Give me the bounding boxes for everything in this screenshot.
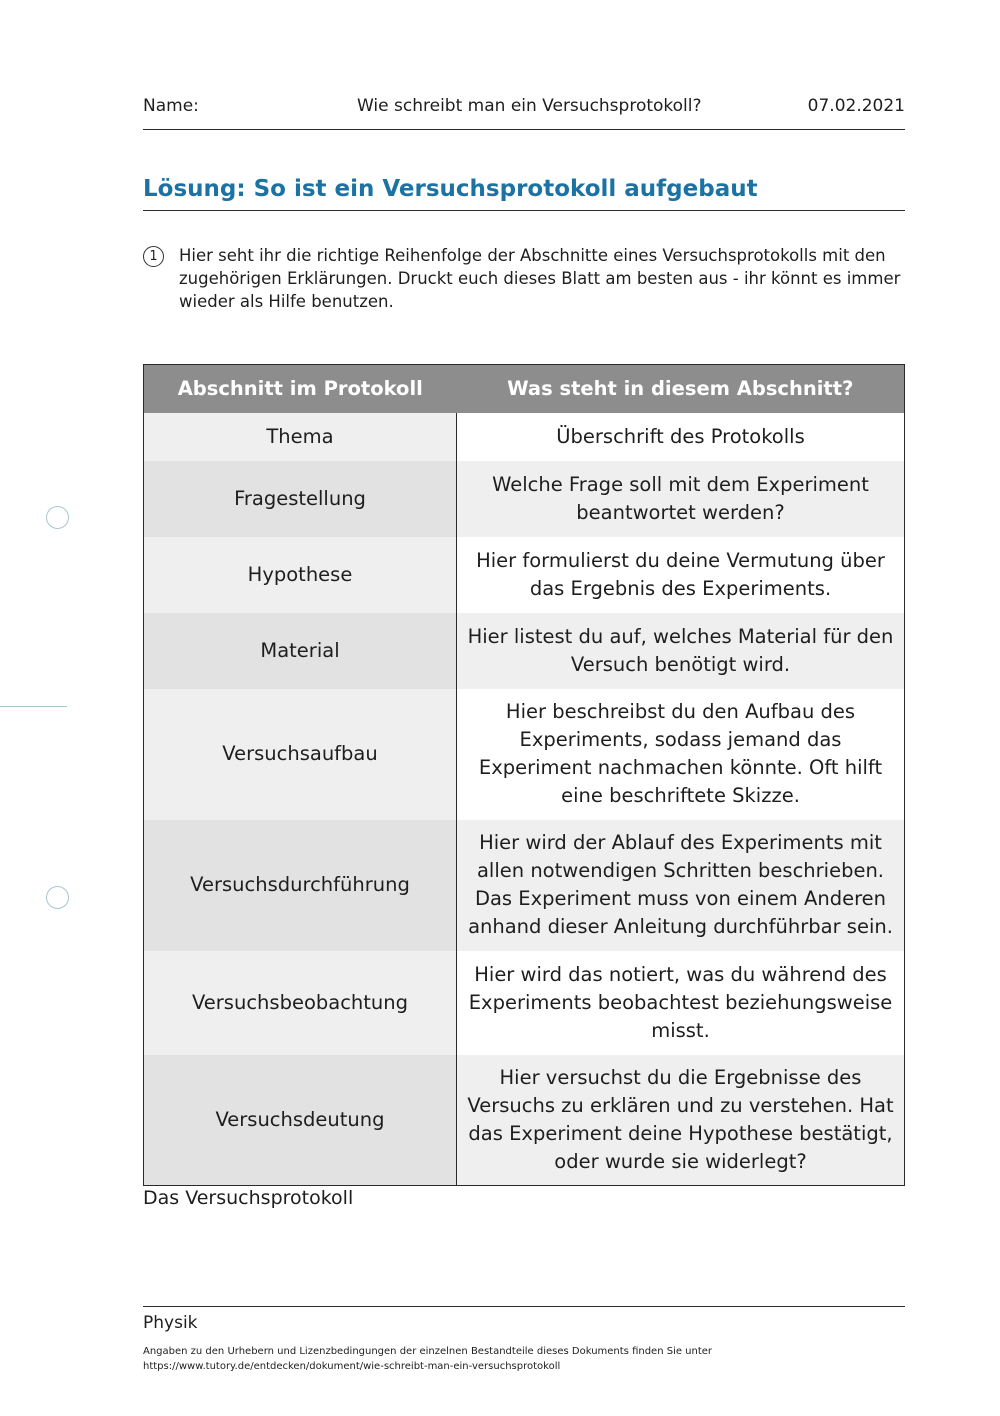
punch-hole-mark [46, 886, 69, 909]
protocol-table [143, 364, 905, 1186]
section-cell: Hypothese [144, 537, 457, 613]
table-row [144, 613, 905, 689]
table-header-row [144, 365, 905, 413]
section-cell: Versuchsdeutung [144, 1055, 457, 1186]
table-row [144, 461, 905, 537]
footer-divider [143, 1306, 905, 1307]
fold-mark [0, 706, 67, 707]
section-cell: Versuchsaufbau [144, 689, 457, 820]
description-cell: Überschrift des Protokolls [457, 413, 905, 461]
table-row [144, 820, 905, 951]
description-cell: Hier wird das notiert, was du während des Experiments beobachtest beziehungsweise misst. [457, 951, 905, 1055]
description-cell: Hier listest du auf, welches Material für den Versuch benötigt wird. [457, 613, 905, 689]
footer-subject: Physik [143, 1313, 198, 1333]
column-header-section: Abschnitt im Protokoll [144, 365, 457, 413]
name-label: Name: [143, 96, 199, 116]
task-text: Hier seht ihr die richtige Reihenfolge der Abschnitte eines Versuchsprotokolls mit den zugehörigen Erklärungen. Druckt euch dieses Blatt am besten aus - ihr könnt es immer wieder als Hilfe benutzen. [179, 246, 901, 311]
description-cell: Hier versuchst du die Ergebnisse des Versuchs zu erklären und zu verstehen. Hat das Experiment deine Hypothese bestätigt, oder wurde sie widerlegt? [457, 1055, 905, 1186]
page-header [143, 94, 905, 130]
table-row [144, 951, 905, 1055]
task-number-badge: 1 [143, 246, 164, 267]
table-row [144, 1055, 905, 1186]
section-title: Lösung: So ist ein Versuchsprotokoll aufgebaut [143, 176, 905, 211]
worksheet-title: Wie schreibt man ein Versuchsprotokoll? [357, 96, 702, 116]
table-caption: Das Versuchsprotokoll [143, 1187, 354, 1209]
description-cell: Welche Frage soll mit dem Experiment beantwortet werden? [457, 461, 905, 537]
worksheet-date: 07.02.2021 [807, 96, 905, 116]
description-cell: Hier beschreibst du den Aufbau des Experiments, sodass jemand das Experiment nachmachen könnte. Oft hilft eine beschriftete Skizze. [457, 689, 905, 820]
section-cell: Thema [144, 413, 457, 461]
task-block [143, 244, 905, 313]
column-header-description: Was steht in diesem Abschnitt? [457, 365, 905, 413]
description-cell: Hier wird der Ablauf des Experiments mit allen notwendigen Schritten beschrieben. Das Experiment muss von einem Anderen anhand dieser Anleitung durchführbar sein. [457, 820, 905, 951]
section-cell: Versuchsdurchführung [144, 820, 457, 951]
section-cell: Fragestellung [144, 461, 457, 537]
section-cell: Versuchsbeobachtung [144, 951, 457, 1055]
section-cell: Material [144, 613, 457, 689]
table-row [144, 413, 905, 461]
license-text: Angaben zu den Urhebern und Lizenzbedingungen der einzelnen Bestandteile dieses Dokuments finden Sie unter [143, 1346, 713, 1357]
table-row [144, 689, 905, 820]
description-cell: Hier formulierst du deine Vermutung über das Ergebnis des Experiments. [457, 537, 905, 613]
table-row [144, 537, 905, 613]
license-url: https://www.tutory.de/entdecken/dokument/wie-schreibt-man-ein-versuchsprotokoll [143, 1361, 561, 1372]
footer-license-note [143, 1344, 905, 1374]
punch-hole-mark [46, 506, 69, 529]
